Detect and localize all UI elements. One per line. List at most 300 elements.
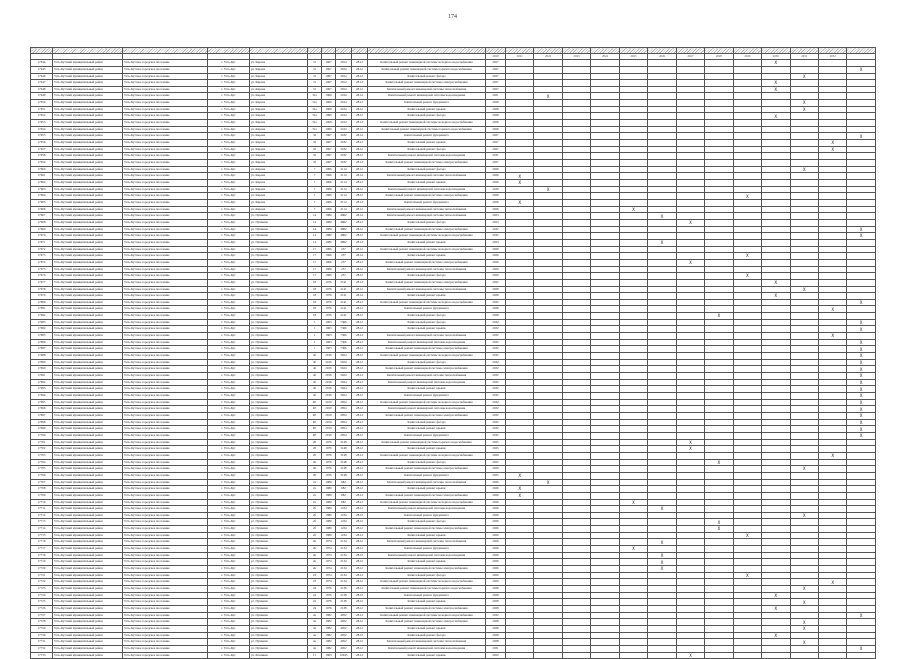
table-cell: 2026 [486, 166, 506, 173]
year-cell [733, 539, 761, 546]
year-cell [818, 472, 846, 479]
table-cell: ул. Кирова [250, 160, 308, 167]
table-cell: 1234 [336, 519, 352, 526]
year-cell [733, 319, 761, 326]
year-cell [619, 199, 647, 206]
table-cell: 17721 [31, 572, 53, 579]
year-cell [648, 60, 676, 67]
table-cell: Усть-Кутское городское поселение [123, 546, 208, 553]
year-cell [534, 153, 562, 160]
year-cell [534, 226, 562, 233]
year-cell [506, 353, 534, 360]
table-cell: 28.12 [352, 559, 368, 566]
year-cell [591, 359, 619, 366]
table-row [31, 539, 876, 546]
table-cell: 28.12 [352, 359, 368, 366]
year-cell [762, 612, 790, 619]
year-cell [847, 73, 875, 80]
table-cell: 1974 [322, 559, 336, 566]
year-cell [705, 379, 733, 386]
year-mark: X [676, 446, 704, 453]
table-cell: 2032 [486, 326, 506, 333]
year-cell [591, 73, 619, 80]
table-cell: 2026 [486, 253, 506, 260]
table-cell: Усть-Кутское городское поселение [123, 219, 208, 226]
year-mark: X [762, 80, 790, 87]
year-cell [648, 253, 676, 260]
table-cell: 17727 [31, 612, 53, 619]
table-cell: Усть-Кутское городское поселение [123, 559, 208, 566]
year-cell [534, 100, 562, 107]
year-cell [818, 479, 846, 486]
year-cell [648, 393, 676, 400]
year-cell [705, 412, 733, 419]
year-cell [562, 412, 590, 419]
table-cell: г. Усть-Кут [208, 60, 250, 67]
table-cell: Капитальный ремонт крыши [368, 180, 486, 187]
year-cell [762, 579, 790, 586]
table-cell: 7 [308, 180, 322, 187]
year-cell [619, 652, 647, 659]
table-cell: г. Усть-Кут [208, 566, 250, 573]
year-cell [534, 246, 562, 253]
table-cell: г. Усть-Кут [208, 639, 250, 646]
table-cell: 17647 [31, 80, 53, 87]
table-cell: 28.12 [352, 346, 368, 353]
table-cell: г. Усть-Кут [208, 559, 250, 566]
table-cell: 17672 [31, 246, 53, 253]
year-cell [562, 432, 590, 439]
table-cell: ул. Пушкина [250, 592, 308, 599]
year-cell [676, 546, 704, 553]
year-cell [790, 186, 818, 193]
table-row [31, 239, 876, 246]
year-cell [733, 526, 761, 533]
year-cell [534, 632, 562, 639]
year-cell [648, 439, 676, 446]
table-cell: Капитальный ремонт инженерной системы электроснабжения [368, 160, 486, 167]
year-cell [619, 259, 647, 266]
year-cell [534, 539, 562, 546]
year-mark: X [847, 379, 875, 386]
year-cell [818, 279, 846, 286]
table-cell: ул. Кирова [250, 86, 308, 93]
year-cell [847, 199, 875, 206]
year-cell [762, 213, 790, 220]
table-row [31, 599, 876, 606]
table-cell: 4Е [308, 399, 322, 406]
register-sheet [30, 47, 875, 658]
year-cell [847, 572, 875, 579]
table-cell: Усть-Кутский муниципальный район [53, 592, 123, 599]
year-cell [591, 199, 619, 206]
year-cell [790, 259, 818, 266]
year-cell [676, 586, 704, 593]
year-cell [562, 73, 590, 80]
table-cell: 18 [308, 293, 322, 300]
table-cell: 17659 [31, 160, 53, 167]
year-cell [506, 393, 534, 400]
table-cell: ул. Пушкина [250, 353, 308, 360]
year-mark: X [847, 66, 875, 73]
table-cell: Усть-Кутское городское поселение [123, 579, 208, 586]
year-cell [818, 113, 846, 120]
year-cell [619, 80, 647, 87]
table-cell: ул. Кирова [250, 153, 308, 160]
year-cell [762, 313, 790, 320]
year-cell [591, 193, 619, 200]
year-cell [534, 645, 562, 652]
year-mark: X [619, 546, 647, 553]
year-cell [847, 446, 875, 453]
table-cell: 28.12 [352, 279, 368, 286]
table-cell: Усть-Кутское городское поселение [123, 299, 208, 306]
table-cell: 1969 [322, 126, 336, 133]
year-cell [534, 393, 562, 400]
year-cell [619, 126, 647, 133]
year-cell [562, 80, 590, 87]
year-cell [591, 452, 619, 459]
year-cell [506, 299, 534, 306]
year-cell [591, 60, 619, 67]
year-cell [733, 239, 761, 246]
table-cell: Капитальный ремонт фундамента [368, 393, 486, 400]
table-cell: 1963 [322, 326, 336, 333]
year-cell [762, 472, 790, 479]
year-cell [676, 512, 704, 519]
table-cell: 28.12 [352, 652, 368, 659]
table-cell: Усть-Кутское городское поселение [123, 466, 208, 473]
year-cell [705, 406, 733, 413]
year-cell [619, 333, 647, 340]
table-cell: 17 [308, 273, 322, 280]
table-cell: Усть-Кутский муниципальный район [53, 113, 123, 120]
table-cell: Усть-Кутский муниципальный район [53, 466, 123, 473]
table-cell: 1976 [322, 586, 336, 593]
year-cell [591, 432, 619, 439]
year-cell [619, 492, 647, 499]
year-cell [534, 506, 562, 513]
year-cell [676, 273, 704, 280]
table-cell: Усть-Кутский муниципальный район [53, 599, 123, 606]
year-cell [591, 160, 619, 167]
table-cell: 28.12 [352, 399, 368, 406]
year-cell [591, 299, 619, 306]
year-cell [619, 313, 647, 320]
table-cell: 28.12 [352, 419, 368, 426]
year-cell [790, 86, 818, 93]
table-cell: 28.12 [352, 466, 368, 473]
year-mark: X [790, 166, 818, 173]
table-cell: ул. Кирова [250, 140, 308, 147]
table-cell: Усть-Кутский муниципальный район [53, 60, 123, 67]
table-cell: ул. Пушкина [250, 479, 308, 486]
table-cell: Усть-Кутское городское поселение [123, 619, 208, 626]
table-cell: 2032 [486, 226, 506, 233]
year-cell [562, 333, 590, 340]
year-cell [534, 399, 562, 406]
year-cell [733, 180, 761, 187]
table-cell: ул. Кирова [250, 186, 308, 193]
table-cell: 1234 [336, 532, 352, 539]
year-cell [705, 73, 733, 80]
year-cell [705, 506, 733, 513]
year-cell [591, 180, 619, 187]
year-cell [847, 213, 875, 220]
year-cell [818, 206, 846, 213]
year-cell [591, 206, 619, 213]
year-cell [762, 219, 790, 226]
table-cell: 1974 [322, 579, 336, 586]
table-cell: 2026 [486, 173, 506, 180]
year-cell [676, 399, 704, 406]
table-cell: 31 [308, 80, 322, 87]
year-cell [619, 186, 647, 193]
table-cell: 28.12 [352, 519, 368, 526]
table-row [31, 313, 876, 320]
table-cell: Усть-Кутское городское поселение [123, 479, 208, 486]
table-cell: Усть-Кутское городское поселение [123, 412, 208, 419]
table-cell: ул. Пушкина [250, 426, 308, 433]
year-cell [534, 366, 562, 373]
table-cell: Усть-Кутское городское поселение [123, 599, 208, 606]
table-cell: 17715 [31, 532, 53, 539]
year-cell [591, 126, 619, 133]
table-cell: ул. Пушкина [250, 253, 308, 260]
year-mark: X [733, 193, 761, 200]
year-cell [762, 146, 790, 153]
table-cell: Капитальный ремонт крыши [368, 446, 486, 453]
table-cell: 28.12 [352, 625, 368, 632]
table-cell: 7 [308, 193, 322, 200]
table-cell: 2023 [486, 213, 506, 220]
year-cell [506, 93, 534, 100]
year-cell [847, 499, 875, 506]
table-cell: Усть-Кутский муниципальный район [53, 479, 123, 486]
table-cell: Капитальный ремонт фундамента [368, 546, 486, 553]
year-mark: X [790, 599, 818, 606]
table-cell: ул. Пушкина [250, 386, 308, 393]
table-cell: 1963 [322, 319, 336, 326]
table-cell: Капитальный ремонт инженерной системы теплоснабжения [368, 373, 486, 380]
year-cell [705, 652, 733, 659]
table-cell: ул. Пушкина [250, 432, 308, 439]
table-cell: Усть-Кутский муниципальный район [53, 80, 123, 87]
year-cell [790, 559, 818, 566]
table-cell: 7 [308, 186, 322, 193]
table-cell: г. Усть-Кут [208, 126, 250, 133]
year-cell [506, 226, 534, 233]
table-cell: Капитальный ремонт инженерной системы холодного водоснабжения [368, 233, 486, 240]
year-cell [847, 219, 875, 226]
table-row [31, 339, 876, 346]
year-cell [619, 486, 647, 493]
year-cell [534, 180, 562, 187]
year-cell [506, 612, 534, 619]
table-cell: Капитальный ремонт инженерной системы холодного водоснабжения [368, 353, 486, 360]
year-cell [648, 153, 676, 160]
year-cell [790, 472, 818, 479]
table-cell: 17668 [31, 219, 53, 226]
year-cell [534, 286, 562, 293]
table-cell: г. Усть-Кут [208, 173, 250, 180]
year-cell [591, 472, 619, 479]
table-cell: Усть-Кутское городское поселение [123, 446, 208, 453]
table-cell: Усть-Кутский муниципальный район [53, 426, 123, 433]
table-cell: г. Усть-Кут [208, 452, 250, 459]
table-cell: 2031 [486, 645, 506, 652]
year-cell [676, 353, 704, 360]
table-cell: 4а [308, 645, 322, 652]
table-cell: Усть-Кутский муниципальный район [53, 346, 123, 353]
year-cell [506, 73, 534, 80]
year-cell [506, 379, 534, 386]
year-cell [648, 146, 676, 153]
year-mark: X [818, 452, 846, 459]
table-cell: 17665 [31, 199, 53, 206]
year-cell [676, 166, 704, 173]
table-row [31, 286, 876, 293]
table-cell: 1976 [322, 446, 336, 453]
table-row [31, 606, 876, 613]
table-cell: г. Усть-Кут [208, 313, 250, 320]
year-cell [733, 60, 761, 67]
table-cell: ул. Пушкина [250, 506, 308, 513]
table-cell: Усть-Кутское городское поселение [123, 306, 208, 313]
year-cell [562, 399, 590, 406]
table-cell: 17654 [31, 126, 53, 133]
year-mark: X [705, 526, 733, 533]
table-cell: 2141 [336, 279, 352, 286]
year-cell [818, 246, 846, 253]
table-cell: 1980 [322, 532, 336, 539]
table-cell: Усть-Кутское городское поселение [123, 586, 208, 593]
table-cell: Усть-Кутский муниципальный район [53, 273, 123, 280]
table-cell: 2138 [336, 599, 352, 606]
year-cell [648, 579, 676, 586]
table-cell: Усть-Кутское городское поселение [123, 286, 208, 293]
year-cell [705, 619, 733, 626]
year-cell [762, 100, 790, 107]
year-cell [818, 519, 846, 526]
table-cell: ул. Пушкина [250, 226, 308, 233]
table-cell: 17649 [31, 93, 53, 100]
year-cell [506, 546, 534, 553]
table-cell: ул. Кирова [250, 80, 308, 87]
year-cell [733, 606, 761, 613]
table-cell: 28.12 [352, 226, 368, 233]
year-cell [591, 419, 619, 426]
year-cell [733, 393, 761, 400]
table-cell: 2025 [486, 439, 506, 446]
year-cell [733, 645, 761, 652]
table-cell: 17690 [31, 366, 53, 373]
year-cell [790, 379, 818, 386]
year-cell [591, 173, 619, 180]
year-cell [733, 160, 761, 167]
year-cell [534, 592, 562, 599]
year-cell [705, 499, 733, 506]
year-cell [676, 333, 704, 340]
table-cell: Капитальный ремонт инженерной системы горячего водоснабжения [368, 66, 486, 73]
year-cell [847, 486, 875, 493]
table-cell: Капитальный ремонт крыши [368, 106, 486, 113]
year-cell [705, 279, 733, 286]
year-cell [591, 146, 619, 153]
table-cell: 2б [308, 512, 322, 519]
year-cell [818, 319, 846, 326]
year-cell [733, 133, 761, 140]
year-cell [818, 532, 846, 539]
year-cell [676, 552, 704, 559]
year-cell [534, 146, 562, 153]
year-cell [790, 499, 818, 506]
year-cell [648, 486, 676, 493]
table-cell: ул. Пушкина [250, 486, 308, 493]
table-cell: 1966 [322, 186, 336, 193]
year-cell [762, 193, 790, 200]
year-cell [733, 353, 761, 360]
table-cell: Усть-Кутское городское поселение [123, 333, 208, 340]
year-cell [534, 586, 562, 593]
table-cell: 31а [308, 113, 322, 120]
table-cell: ул. Пушкина [250, 319, 308, 326]
table-cell: 28.12 [352, 133, 368, 140]
table-row [31, 366, 876, 373]
table-cell: 1234 [336, 506, 352, 513]
table-row [31, 106, 876, 113]
table-cell: 4Е [308, 432, 322, 439]
year-cell [705, 346, 733, 353]
year-cell [705, 206, 733, 213]
table-cell: 5624 [336, 359, 352, 366]
year-cell [847, 333, 875, 340]
table-cell: 2032 [486, 399, 506, 406]
table-cell: Усть-Кутское городское поселение [123, 266, 208, 273]
year-cell [648, 472, 676, 479]
table-cell: 2814 [336, 60, 352, 67]
year-cell [733, 366, 761, 373]
year-cell [762, 419, 790, 426]
table-cell: 1982 [322, 619, 336, 626]
year-cell [733, 80, 761, 87]
year-cell [818, 539, 846, 546]
table-cell: Капитальный ремонт фундамента [368, 133, 486, 140]
table-row [31, 66, 876, 73]
year-cell [733, 120, 761, 127]
year-cell [591, 239, 619, 246]
year-cell [705, 246, 733, 253]
year-cell [790, 452, 818, 459]
year-cell [790, 419, 818, 426]
table-cell: 28.12 [352, 186, 368, 193]
table-row [31, 393, 876, 400]
table-row [31, 399, 876, 406]
year-cell [733, 592, 761, 599]
year-cell [506, 359, 534, 366]
table-cell: 17678 [31, 286, 53, 293]
year-cell [648, 133, 676, 140]
table-cell: 1 [308, 326, 322, 333]
table-cell: ул. Пушкина [250, 472, 308, 479]
header-cell: 2032 [818, 54, 846, 60]
year-cell [534, 599, 562, 606]
table-row [31, 492, 876, 499]
table-cell: 17723 [31, 586, 53, 593]
table-cell: 17 [308, 266, 322, 273]
table-cell: Усть-Кутское городское поселение [123, 472, 208, 479]
year-cell [619, 472, 647, 479]
